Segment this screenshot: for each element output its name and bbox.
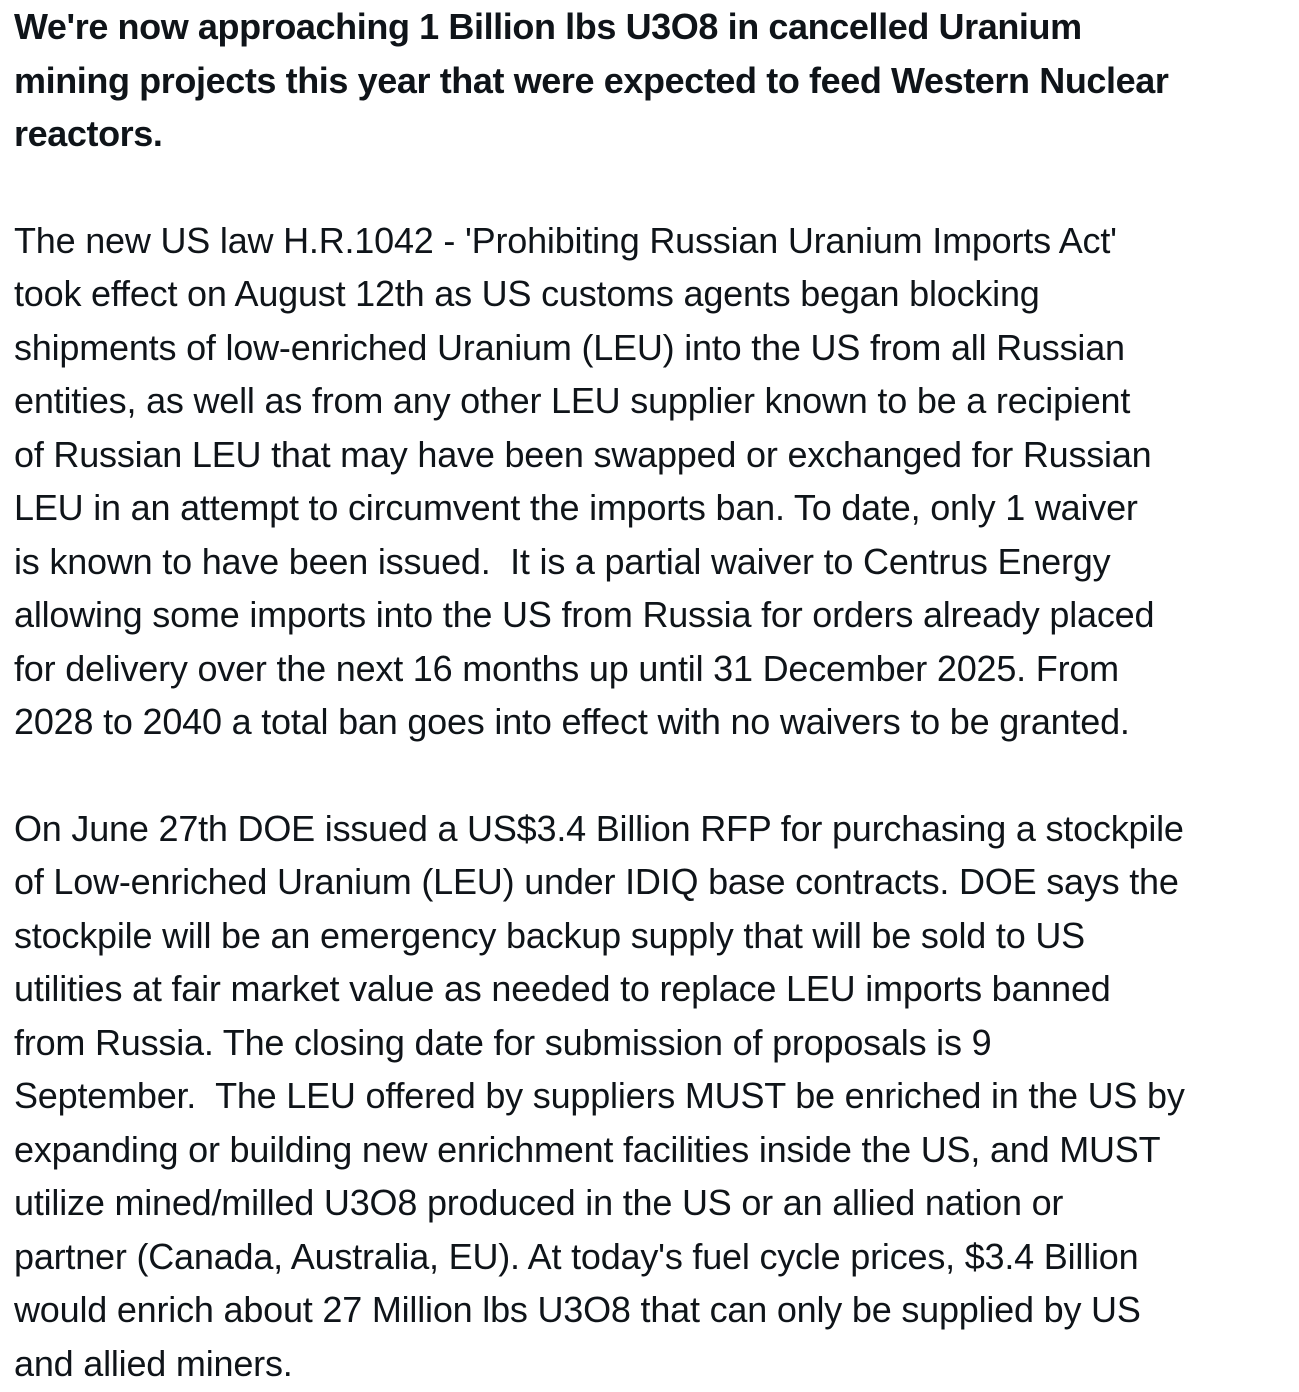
paragraph-line: utilize mined/milled U3O8 produced in the US or an allied nation or xyxy=(14,1182,1064,1223)
paragraph-line: of Low-enriched Uranium (LEU) under IDIQ base contracts. DOE says the xyxy=(14,861,1179,902)
paragraph-line: entities, as well as from any other LEU supplier known to be a recipient xyxy=(14,380,1131,421)
paragraph-russian-imports-act xyxy=(14,214,1284,749)
paragraph-line: stockpile will be an emergency backup supply that will be sold to US xyxy=(14,914,1085,956)
paragraph-line: 2028 to 2040 a total ban goes into effect with no waivers to be granted. xyxy=(14,701,1130,742)
paragraph-line: On June 27th DOE issued a US$3.4 Billion RFP for purchasing a stockpile xyxy=(14,807,1184,849)
paragraph-line: is known to have been issued. It is a partial waiver to Centrus Energy xyxy=(14,540,1111,582)
paragraph-line: from Russia. The closing date for submission of proposals is 9 xyxy=(14,1021,992,1063)
headline-line: reactors. xyxy=(14,113,163,154)
paragraph-line: LEU in an attempt to circumvent the imports ban. To date, only 1 waiver xyxy=(14,487,1138,528)
paragraph-line: allowing some imports into the US from Russia for orders already placed xyxy=(14,594,1155,635)
paragraph-line: would enrich about 27 Million lbs U3O8 that can only be supplied by US xyxy=(14,1289,1141,1330)
paragraph-doe-rfp xyxy=(14,802,1284,1391)
paragraph-line: of Russian LEU that may have been swapped or exchanged for Russian xyxy=(14,433,1152,475)
paragraph-line: partner (Canada, Australia, EU). At today's fuel cycle prices, $3.4 Billion xyxy=(14,1235,1139,1277)
paragraph-line: The new US law H.R.1042 - 'Prohibiting Russian Uranium Imports Act' xyxy=(14,219,1117,261)
post-text xyxy=(14,0,1284,1390)
post-headline xyxy=(14,0,1284,161)
paragraph-line: expanding or building new enrichment facilities inside the US, and MUST xyxy=(14,1128,1161,1170)
headline-line: mining projects this year that were expected to feed Western Nuclear xyxy=(14,59,1169,101)
paragraph-line: shipments of low-enriched Uranium (LEU) into the US from all Russian xyxy=(14,326,1125,368)
headline-line: We're now approaching 1 Billion lbs U3O8 in cancelled Uranium xyxy=(14,6,1082,47)
paragraph-line: and allied miners. xyxy=(14,1342,293,1384)
paragraph-line: utilities at fair market value as needed to replace LEU imports banned xyxy=(14,968,1111,1009)
paragraph-line: took effect on August 12th as US customs agents began blocking xyxy=(14,273,1040,314)
paragraph-line: September. The LEU offered by suppliers MUST be enriched in the US by xyxy=(14,1075,1185,1116)
paragraph-line: for delivery over the next 16 months up until 31 December 2025. From xyxy=(14,647,1119,689)
